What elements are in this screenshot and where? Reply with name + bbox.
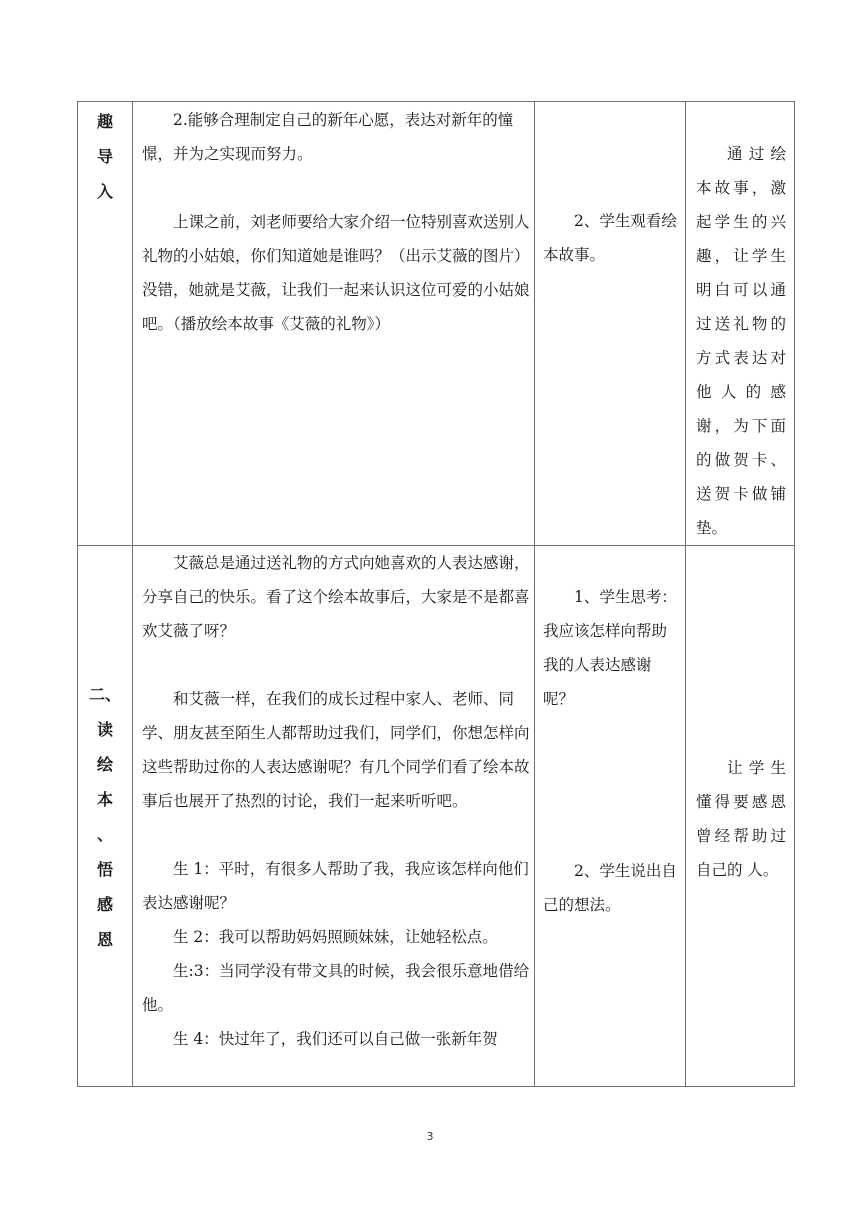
- intro-text: 上课之前，刘老师要给大家介绍一位特别喜欢送别人礼物的小姑娘，你们知道她是谁吗？（出示艾薇的图片）没错，她就是艾薇，让我们一起来认识这位可爱的小姑娘吧。（播放绘本故事《艾薇的礼物》）: [142, 213, 530, 333]
- lesson-plan-table: [77, 101, 795, 1087]
- design-purpose-cell: [686, 546, 795, 1087]
- student-activity-cell: [535, 546, 686, 1087]
- page-number: 3: [426, 1130, 434, 1143]
- stage-char: 感: [96, 895, 113, 914]
- student-line: 生 2：我可以帮助妈妈照顾妹妹，让她轻松点。: [173, 928, 498, 946]
- paragraph: 和艾薇一样，在我们的成长过程中家人、老师、同学、朋友甚至陌生人都帮助过我们，同学们，你想怎样向这些帮助过你的人表达感谢呢？有几个同学们看了绘本故事后也展开了热烈的讨论，我们一起来听听吧。: [142, 690, 530, 810]
- stage-cell: [78, 546, 133, 1087]
- design-purpose-cell: [686, 102, 795, 546]
- student-activity-text: 2、学生观看绘本故事。: [543, 212, 677, 264]
- table-row: [78, 546, 795, 1087]
- table-row: [78, 102, 795, 546]
- design-purpose-text: 让学生懂得要感恩曾经帮助过自己的 人。: [696, 759, 786, 879]
- student-activity-text: 1、学生思考：我应该怎样向帮助我的人表达感谢呢？: [543, 588, 677, 708]
- stage-char: 恩: [96, 930, 113, 949]
- student-line: 生 4：快过年了，我们还可以自己做一张新年贺: [173, 1030, 498, 1048]
- stage-char: 导: [96, 147, 113, 166]
- student-line: 生 1：平时，有很多人帮助了我，我应该怎样向他们表达感谢呢？: [142, 860, 529, 912]
- stage-char: 悟: [96, 860, 113, 879]
- stage-cell: [78, 102, 133, 546]
- stage-char: 绘: [96, 755, 113, 774]
- goal-text: 2.能够合理制定自己的新年心愿，表达对新年的憧憬，并为之实现而努力。: [142, 111, 514, 163]
- stage-char: 本: [96, 790, 113, 809]
- stage-char: 趣: [96, 112, 113, 131]
- stage-char: 读: [96, 720, 113, 739]
- teacher-activity-cell: [133, 546, 535, 1087]
- teacher-activity-cell: [133, 102, 535, 546]
- student-activity-cell: [535, 102, 686, 546]
- student-line: 生:3：当同学没有带文具的时候，我会很乐意地借给他。: [142, 962, 530, 1014]
- stage-char: 、: [96, 825, 113, 844]
- paragraph: 艾薇总是通过送礼物的方式向她喜欢的人表达感谢，分享自己的快乐。看了这个绘本故事后，大家是不是都喜欢艾薇了呀？: [142, 554, 530, 640]
- stage-char: 二、: [88, 685, 121, 704]
- design-purpose-text: 通过绘本故事，激起学生的兴趣，让学生明白可以通过送礼物的方式表达对他人的感谢，为下面的做贺卡、送贺卡做铺垫。: [696, 145, 786, 537]
- stage-char: 入: [96, 182, 113, 201]
- student-activity-text: 2、学生说出自己的想法。: [543, 862, 677, 914]
